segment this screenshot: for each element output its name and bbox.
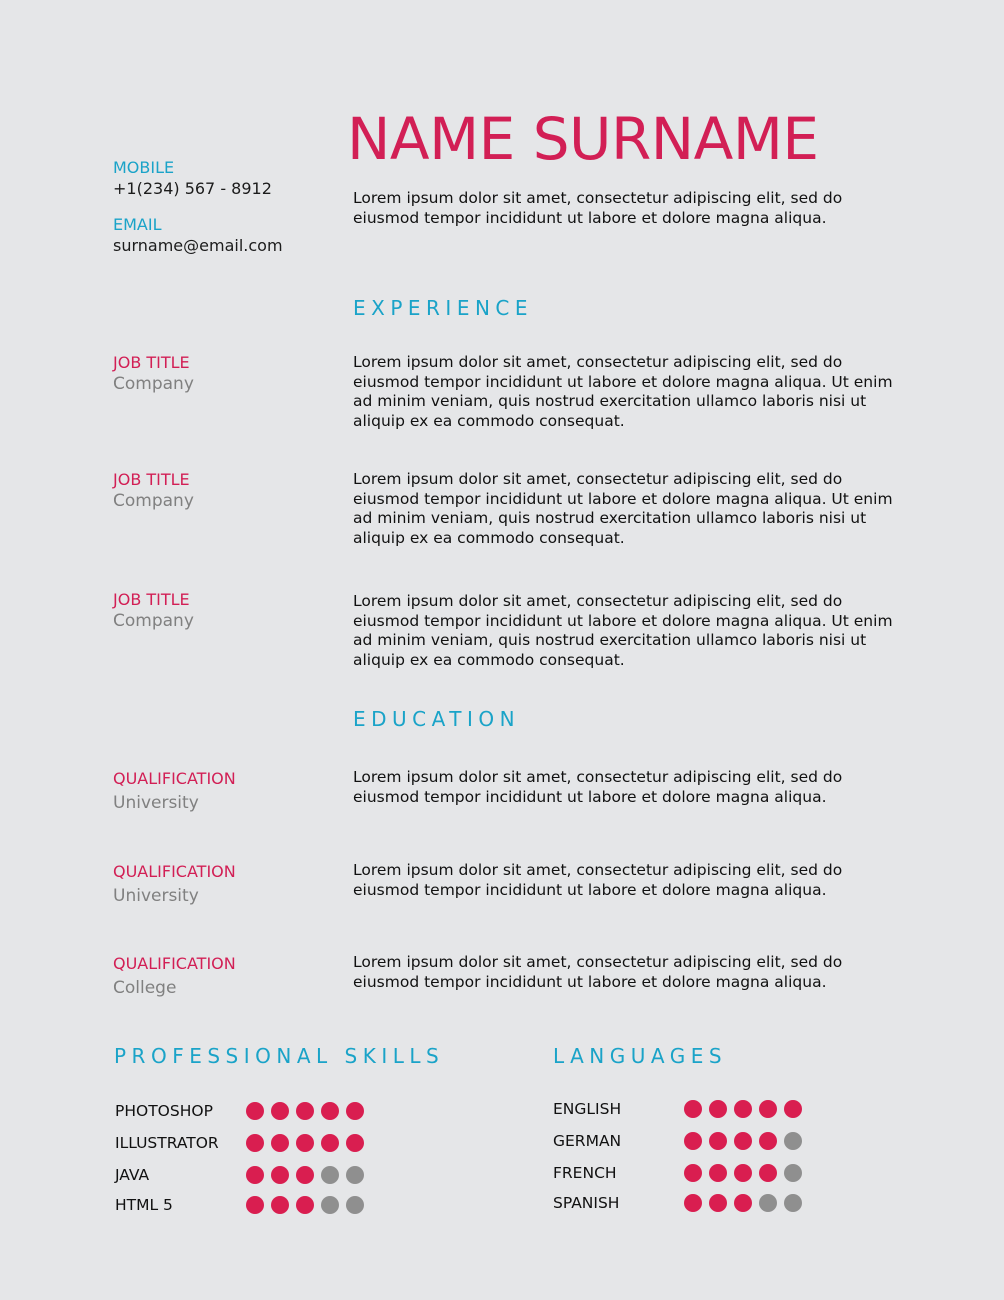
rating-dot-filled: [321, 1102, 339, 1120]
rating-dot-filled: [296, 1134, 314, 1152]
job-description: Lorem ipsum dolor sit amet, consectetur adipiscing elit, sed do eiusmod tempor incididunt ut labore et dolore magna aliqua. Ut enim ad minim veniam, quis nostrud exercitation ullamco laboris nisi ut aliquip ex ea commodo consequat.: [353, 592, 893, 669]
skill-name: ILLUSTRATOR: [115, 1134, 219, 1152]
mobile-value: +1(234) 567 - 8912: [113, 179, 272, 198]
rating-dot-filled: [271, 1102, 289, 1120]
rating-dot-filled: [271, 1196, 289, 1214]
rating-dot-filled: [709, 1100, 727, 1118]
rating-dot-filled: [684, 1132, 702, 1150]
language-name: GERMAN: [553, 1132, 622, 1150]
rating-dot-empty: [321, 1196, 339, 1214]
rating-dot-filled: [684, 1164, 702, 1182]
skill-name: JAVA: [115, 1166, 150, 1184]
rating-dot-filled: [246, 1134, 264, 1152]
rating-dot-empty: [784, 1194, 802, 1212]
rating-dot-filled: [709, 1194, 727, 1212]
school-name: University: [113, 793, 199, 813]
qualification-description: Lorem ipsum dolor sit amet, consectetur adipiscing elit, sed do eiusmod tempor incididunt ut labore et dolore magna aliqua.: [353, 953, 843, 991]
email-label: EMAIL: [113, 215, 162, 234]
job-title: JOB TITLE: [113, 470, 190, 489]
qualification-description: Lorem ipsum dolor sit amet, consectetur adipiscing elit, sed do eiusmod tempor incididunt ut labore et dolore magna aliqua.: [353, 861, 843, 899]
rating-dot-filled: [734, 1164, 752, 1182]
languages-heading: LANGUAGES: [553, 1044, 728, 1068]
rating-dot-empty: [784, 1132, 802, 1150]
summary-text: Lorem ipsum dolor sit amet, consectetur adipiscing elit, sed do eiusmod tempor incididunt ut labore et dolore magna aliqua.: [353, 189, 843, 227]
skill-name: PHOTOSHOP: [115, 1102, 213, 1120]
company-name: Company: [113, 374, 194, 394]
job-title: JOB TITLE: [113, 590, 190, 609]
rating-dot-filled: [734, 1132, 752, 1150]
rating-dot-empty: [321, 1166, 339, 1184]
qualification-title: QUALIFICATION: [113, 769, 236, 788]
rating-dot-filled: [271, 1134, 289, 1152]
rating-dot-filled: [759, 1164, 777, 1182]
rating-dot-filled: [246, 1102, 264, 1120]
language-rating: [684, 1100, 802, 1118]
rating-dot-filled: [246, 1166, 264, 1184]
rating-dot-filled: [759, 1100, 777, 1118]
rating-dot-filled: [346, 1102, 364, 1120]
skills-heading: PROFESSIONAL SKILLS: [114, 1044, 445, 1068]
rating-dot-filled: [296, 1102, 314, 1120]
school-name: College: [113, 978, 177, 998]
email-value: surname@email.com: [113, 236, 283, 255]
experience-heading: EXPERIENCE: [353, 296, 534, 320]
rating-dot-filled: [296, 1196, 314, 1214]
skill-rating: [246, 1166, 364, 1184]
rating-dot-filled: [709, 1164, 727, 1182]
rating-dot-filled: [784, 1100, 802, 1118]
full-name: NAME SURNAME: [347, 105, 819, 173]
rating-dot-filled: [296, 1166, 314, 1184]
skill-rating: [246, 1134, 364, 1152]
rating-dot-filled: [734, 1100, 752, 1118]
language-name: SPANISH: [553, 1194, 620, 1212]
rating-dot-filled: [684, 1194, 702, 1212]
rating-dot-filled: [346, 1134, 364, 1152]
language-name: ENGLISH: [553, 1100, 622, 1118]
qualification-title: QUALIFICATION: [113, 954, 236, 973]
language-rating: [684, 1194, 802, 1212]
rating-dot-filled: [246, 1196, 264, 1214]
company-name: Company: [113, 611, 194, 631]
language-rating: [684, 1164, 802, 1182]
job-description: Lorem ipsum dolor sit amet, consectetur adipiscing elit, sed do eiusmod tempor incididunt ut labore et dolore magna aliqua. Ut enim ad minim veniam, quis nostrud exercitation ullamco laboris nisi ut aliquip ex ea commodo consequat.: [353, 470, 893, 547]
company-name: Company: [113, 491, 194, 511]
language-rating: [684, 1132, 802, 1150]
rating-dot-filled: [271, 1166, 289, 1184]
rating-dot-empty: [759, 1194, 777, 1212]
job-description: Lorem ipsum dolor sit amet, consectetur adipiscing elit, sed do eiusmod tempor incididunt ut labore et dolore magna aliqua. Ut enim ad minim veniam, quis nostrud exercitation ullamco laboris nisi ut aliquip ex ea commodo consequat.: [353, 353, 893, 430]
education-heading: EDUCATION: [353, 707, 521, 731]
skill-name: HTML 5: [115, 1196, 173, 1214]
rating-dot-empty: [346, 1196, 364, 1214]
qualification-description: Lorem ipsum dolor sit amet, consectetur adipiscing elit, sed do eiusmod tempor incididunt ut labore et dolore magna aliqua.: [353, 768, 843, 806]
rating-dot-filled: [759, 1132, 777, 1150]
rating-dot-filled: [709, 1132, 727, 1150]
mobile-label: MOBILE: [113, 158, 175, 177]
rating-dot-empty: [346, 1166, 364, 1184]
language-name: FRENCH: [553, 1164, 617, 1182]
rating-dot-empty: [784, 1164, 802, 1182]
rating-dot-filled: [734, 1194, 752, 1212]
rating-dot-filled: [321, 1134, 339, 1152]
school-name: University: [113, 886, 199, 906]
skill-rating: [246, 1102, 364, 1120]
job-title: JOB TITLE: [113, 353, 190, 372]
skill-rating: [246, 1196, 364, 1214]
rating-dot-filled: [684, 1100, 702, 1118]
qualification-title: QUALIFICATION: [113, 862, 236, 881]
